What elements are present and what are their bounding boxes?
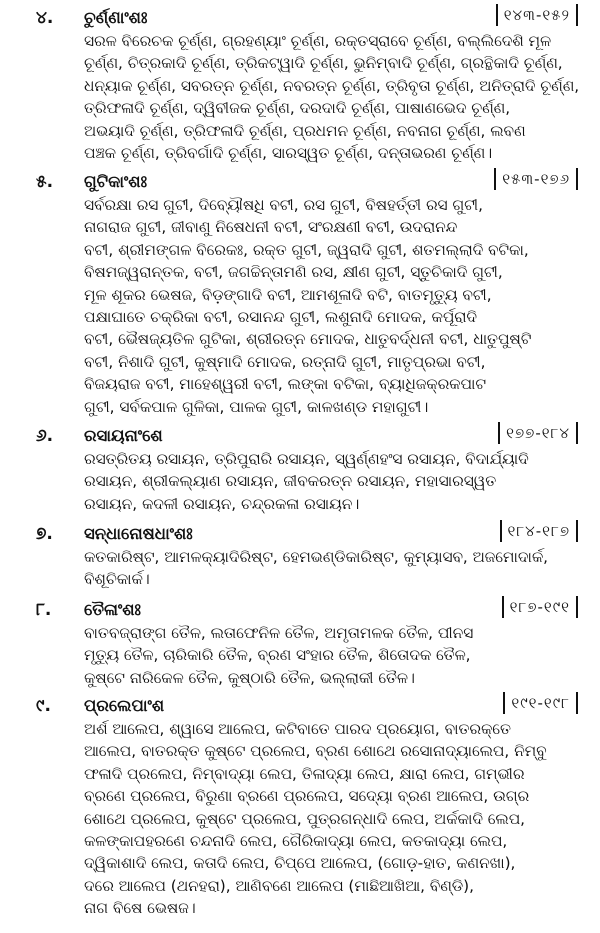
text-line: ପକ୍ଷାଘାତେ ଚକ୍ରିକା ବଟୀ, ରସାନନ୍ଦ ଗୁଟୀ, ଲଶୁନାଦି ମୋଦକ, କର୍ପୂରାଦି [84,307,477,326]
section-number: ୮. [36,600,52,620]
section-number: ୯. [36,696,51,716]
page-range: ୧୫୩-୧୭୬ [494,168,578,190]
text-line: ଧନ୍ୟାକ ଚୂର୍ଣ୍ଣ, ସବରତ୍ନ ଚୂର୍ଣ୍ଣ, ନବରତ୍ନ ଚୂର୍ଣ୍ଣ, ତ୍ରିବୃତା ଚୂର୍ଣ୍ଣ, ଅନିତ୍ରାଦି ଚୂର୍ଣ୍ଣ, [84,76,580,95]
text-line: ବଟୀ, ଶ୍ରୀମଙ୍ଗଳ ବିରେକଃ, ରକ୍ତ ଗୁଟୀ, ଜ୍ୱରାଦି ଗୁଟୀ, ଶତମଲ୍ଲାଦି ବଟିକା, [84,240,529,259]
text-line: ଅଭୟାଦି ଚୂର୍ଣ୍ଣ, ତ୍ରିଫଳାଦି ଚୂର୍ଣ୍ଣ, ପ୍ରଧମନ ଚୂର୍ଣ୍ଣ, ନବନାଗ ଚୂର୍ଣ୍ଣ, ଲବଣ [84,121,526,140]
text-line: କତକାରିଷ୍ଟ, ଆମଳକ୍ୟାଦିରିଷ୍ଟ, ହେମଭଣ୍ଡିକାରିଷ୍ଟ, କୁମ୍ୟାସବ, ଅଜମୋଦାର୍କ, [84,548,549,566]
text-line: ନାଗରାଜ ଗୁଟୀ, ଜୀବାଣୁ ନିଷେଧନୀ ବଟୀ, ସଂରକ୍ଷଣୀ ବଟୀ, ଉଦରାନନ୍ଦ [84,218,458,237]
section-heading: ସନ୍ଧାନୋଷଧାଂଶଃ [84,524,193,543]
text-line: ପଞ୍ଚକ ଚୂର୍ଣ୍ଣ, ତ୍ରିବର୍ଗାଦି ଚୂର୍ଣ୍ଣ, ସାରସ୍ୱତ ଚୂର୍ଣ୍ଣ, ଦନ୍ତାଭରଣ ଚୂର୍ଣ୍ଣ। [84,143,493,162]
section-number: ୪. [36,8,54,28]
text-line: ଦରେ ଆଲେପ (ଥନହରା), ଆଣିବଣେ ଆଲେପ (ମାଛିଆଖିଆ, ବିଣ୍ଡି), [84,876,474,895]
section-body [84,718,584,920]
text-line: ଗୁଟୀ, ସର୍ବକପାଳ ଗୁଳିକା, ପାଳକ ଗୁଟୀ, କାଳଖଣ୍ଡ ମହାଗୁଟୀ। [84,397,429,416]
text-line: ରସାୟନ, କଦଳୀ ରସାୟନ, ଚନ୍ଦ୍ରକଳା ରସାୟନ। [84,494,360,513]
text-line: ତ୍ରିଫଳାଦି ଚୂର୍ଣ୍ଣ, ଦ୍ୱିବୀଜକ ଚୂର୍ଣ୍ଣ, ଦରଦାଦି ଚୂର୍ଣ୍ଣ, ପାଷାଣଭେଦ ଚୂର୍ଣ୍ଣ, [84,99,511,118]
section-number: ୫. [36,172,54,192]
text-line: ମୂଳ ଶୂକର ଭେଷଜ, ବିଡ଼ଙ୍ଗାଦି ବଟୀ, ଆମଶୂଳାଦି ବଟି, ବାତମୃତ୍ୟୁ ବଟୀ, [84,285,492,304]
page-range: ୧୮୪-୧୮୭ [500,520,579,542]
text-line: ଆଲେପ, ବାତରକ୍ତ କୁଷ୍ଟେ ପ୍ରଲେପ, ବ୍ରଣ ଶୋଥେ ରସୋନାଦ୍ୟାଲେପ, ନିମ୍ବୁ [84,742,547,761]
text-line: ଫଳାଦି ପ୍ରଲେପ, ନିମ୍ବାଦ୍ୟା ଲେପ, ତିଳାଦ୍ୟା ଲେପ, କ୍ଷାରା ଲେପ, ଗମ୍ଭୀର [84,764,525,783]
text-line: ରସତ୍ରିତୟ ରସାୟନ, ତ୍ରିପୁରାରି ରସାୟନ, ସ୍ୱର୍ଣ୍ଣହଂସ ରସାୟନ, ବିଦାର୍ଯ୍ୟାଦି [84,450,529,468]
section-heading: ଗୁଟିକାଂଶଃ [84,172,147,191]
text-line: ସରଳ ବିରେଚକ ଚୂର୍ଣ୍ଣ, ଗ୍ରହଣ୍ୟାଂ ଚୂର୍ଣ୍ଣ, ରକ୍ତସ୍ରାବେ ଚୂର୍ଣ୍ଣ, ବଲ୍ଲିଦେଶି ମୂଳ [84,32,551,50]
section-body [84,622,584,689]
section-number: ୬. [36,426,54,446]
text-line: ଚୂର୍ଣ୍ଣ, ଚିତ୍ରକାଦି ଚୂର୍ଣ୍ଣ, ତ୍ରିକଟ୍ୱାଦି ଚୂର୍ଣ୍ଣ, ଭୁନିମ୍ବାଦି ଚୂର୍ଣ୍ଣ, ଗ୍ରନ୍ଥିକାଦି ଚୂର୍ଣ୍ଣ, [84,54,563,73]
text-line: ଶୋଥେ ପ୍ରଲେପ, କୁଷ୍ଟେ ପ୍ରଲେପ, ପୁତ୍ରଗନ୍ଧାଦି ଲେପ, ଅର୍କକାଦି ଲେପ, [84,809,526,828]
section-body [84,30,584,164]
text-line: ବଟୀ, ନିଶାଦି ଗୁଟୀ, କୁଷ୍ମାଦି ମୋଦକ, ରତ୍ନାଦି ଗୁଟୀ, ମାତୃପ୍ରଭା ବଟୀ, [84,352,486,371]
text-line: ବାତବଜ୍ରାଙ୍ଗ ତୈଳ, ଲତାଫେନିଳ ତୈଳ, ଅମୃତାମଳକ ତୈଳ, ପୀନସ [84,624,474,642]
text-line: କଳଙ୍କାପହରଣେ ଚନ୍ଦନାଦି ଲେପ, ଗୈରିକାଦ୍ୟା ଲେପ, କତକାଦ୍ୟା ଲେପ, [84,831,508,850]
section-heading: ତୈଳାଂଶଃ [84,600,141,619]
page-range: ୧୪୩-୧୫୨ [496,4,578,26]
text-line: ସର୍ବରକ୍ଷା ରସ ଗୁଟୀ, ଦିବ୍ୟୌଷଧି ବଟୀ, ରସ ଗୁଟୀ, ବିଷହର୍ତ୍ତୀ ରସ ଗୁଟୀ, [84,196,483,214]
section-body [84,546,584,591]
text-line: ମୃତ୍ୟୁ ତୈଳ, ଚାରିକାରି ତୈଳ, ବ୍ରଣ ସଂହାର ତୈଳ, ଶିତୋଦକ ତୈଳ, [84,646,471,665]
section-heading: ଚୁର୍ଣ୍ଣାଂଶଃ [84,8,148,27]
section-heading: ରସାୟନାଂଶେ [84,426,163,445]
section-number: ୭. [36,524,53,544]
text-line: ବ୍ରଣେ ପ୍ରଲେପ, ବିରୁଣା ବ୍ରଣେ ପ୍ରଲେପ, ସଦ୍ୟୋ ବ୍ରଣ ଆଲେପ, ଉଗ୍ର [84,787,530,806]
page-range: ୧୮୭-୧୯୧ [502,596,578,618]
text-line: ବିଶୂଚିକାର୍କ। [84,570,150,589]
text-line: ବିଜୟରାଜ ବଟୀ, ମାହେଶ୍ୱରୀ ବଟୀ, ଲଙ୍କା ବଟିକା, ବ୍ୟାଧିଜକ୍ରକପାଟ [84,375,487,394]
text-line: କୁଷ୍ଟେ ନାରିକେଳ ତୈଳ, କୁଷ୍ଠାରି ତୈଳ, ଭଲ୍ଲାକୀ ତୈଳ। [84,668,415,687]
text-line: ଦ୍ୱିକାଶାଦି ଲେପ, କତାଦି ଲେପ, ଚିପ୍ପେ ଆଲେପ, (ଗୋଡ଼-ହାତ, କଣନଖା), [84,854,516,873]
text-line: ବିଷମଜ୍ୱରାନ୍ତକ, ବଟୀ, ଜଗଚ୍ଚିନ୍ତାମଣି ରସ, କ୍ଷୀଣ ଗୁଟୀ, ସ୍ତୁଚିକାଦି ଗୁଟୀ, [84,263,503,282]
page-range: ୧୭୭-୧୮୪ [498,422,578,444]
page-range: ୧୯୧-୧୯୮ [503,692,578,714]
section-body [84,448,584,515]
section-heading: ପ୍ରଲେପାଂଶ [84,696,165,715]
text-line: ରସାୟନ, ଶ୍ରୀକଲ୍ୟାଣ ରସାୟନ, ଜୀବକରତ୍ନ ରସାୟନ, ମହାସାରସ୍ୱତ [84,472,497,491]
section-body [84,194,584,418]
text-line: ନାଗ ବିଷେ ଭେଷଜ। [84,899,196,918]
text-line: ବଟୀ, ଭୈଷଜ୍ୟତିଳ ଗୁଟିକା, ଶ୍ରୀରତ୍ନ ମୋଦକ, ଧାତୁବର୍ଦ୍ଧନୀ ବଟୀ, ଧାତୁପୁଷ୍ଟି [84,330,532,349]
text-line: ଅର୍ଶ ଆଲେପ, ଶ୍ୱାସେ ଆଲେପ, କଟିବାତେ ପାରଦ ପ୍ରୟୋଗ, ବାତରକ୍ତେ [84,720,511,738]
